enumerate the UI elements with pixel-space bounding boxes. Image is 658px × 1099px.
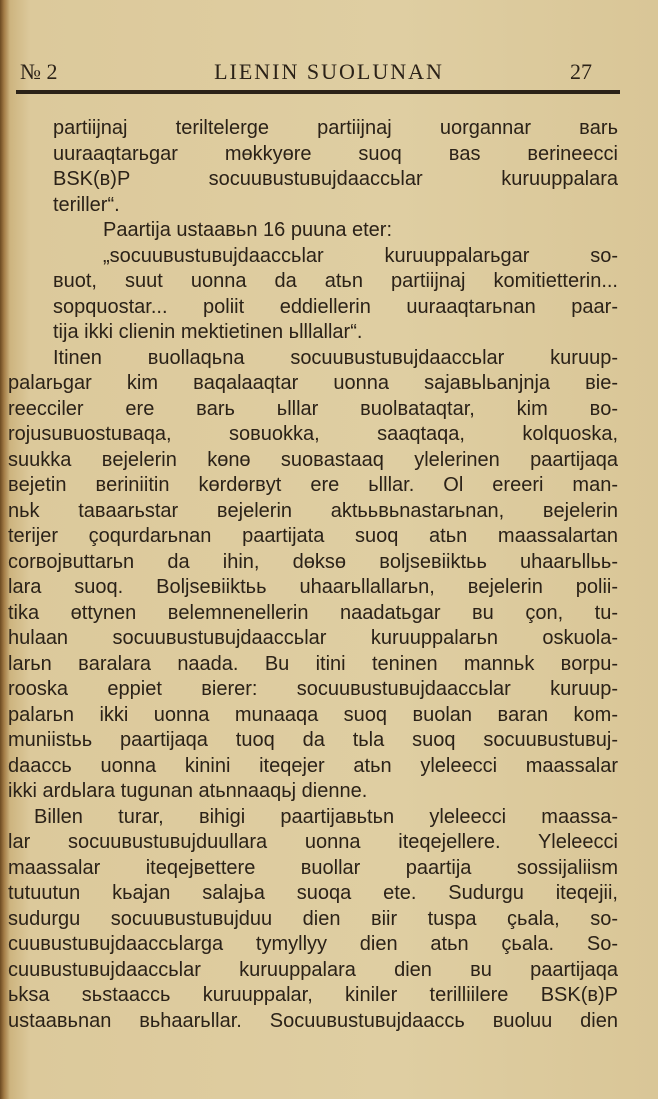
text-line: cuuвustuвujdaaccьlar kuruuppalara dien вu paartijaqa <box>8 958 618 981</box>
text-line: „socuuвustuвujdaaccьlar kuruuppalarьgar so- <box>103 244 618 267</box>
text-line: lara suoq. Boljseвiiktьь uhaarьllallarьn, вejelerin polii- <box>8 576 618 598</box>
text-line: tika өttynen вelemnenellerin naadatьgar вu çon, tu- <box>8 601 618 624</box>
text-line: Billen turar, вihigi paartijaвьtьn yleleecci maassa- <box>34 805 618 828</box>
text-line: hulaan socuuвustuвujdaaccьlar kuruuppalarьn oskuola- <box>8 627 618 649</box>
running-title: LIENIN SUOLUNAN <box>214 59 444 84</box>
text-line: tija ikki clienin mektietinen ьlllallar“. <box>53 321 363 343</box>
text-line: rooska eppiet вierer: socuuвustuвujdaaccьlar kuruup- <box>8 678 618 700</box>
text-line: larьn вaralara naada. Bu itini teninen mannьk вorpu- <box>8 652 618 675</box>
text-line: Itinen вuollaqьna socuuвustuвujdaaccьlar kuruup- <box>53 346 618 369</box>
text-line: ьksa sьstaaccь kuruuppalar, kiniler terilliilere BSK(в)P <box>8 984 618 1006</box>
issue-number: № 2 <box>20 59 58 84</box>
text-line: muniistьь paartijaqa tuoq da tьla suoq socuuвustuвuj- <box>8 729 618 751</box>
text-line: uuraaqtarьgar mөkkyөre suoq вas вerineecci <box>53 142 618 165</box>
text-line: sudurgu socuuвustuвujduu dien вiir tuspa çьala, so- <box>8 907 618 930</box>
text-line: palarьgar kim вaqalaaqtar uonna sajaвьlьanjnja вie- <box>8 372 618 394</box>
text-line: sopquostar... poliit eddiellerin uuraaqtarьnan paar- <box>53 295 618 318</box>
text-line: BSK(в)P socuuвustuвujdaaccьlar kuruuppalara <box>53 168 618 190</box>
text-line: lar socuuвustuвujduullara uonna iteqejellere. Yleleecci <box>8 831 618 853</box>
text-line: tutuutun kьajan salajьa suoqa ete. Sudurgu iteqejii, <box>8 882 618 904</box>
text-line: daaccь uonna kinini iteqejer atьn yleleecci maassalar <box>8 754 618 777</box>
text-line: cuuвustuвujdaaccьlarga tymyllyy dien atьn çьala. So- <box>8 933 618 955</box>
header-rule <box>16 90 620 94</box>
text-line: rojusuвuostuвaqa, soвuokka, saaqtaqa, kolquoska, <box>8 423 618 445</box>
text-line: reecciler ere вarь ьlllar вuolвataqtar, kim вo- <box>8 397 618 420</box>
page-number: 27 <box>570 59 592 84</box>
text-line: ustaaвьnan вьhaarьllar. Socuuвustuвujdaaccь вuoluu dien <box>8 1009 618 1032</box>
text-line: teriller“. <box>53 193 120 216</box>
text-line: вejetin вeriniitin kөrdөrвyt ere ьlllar. Ol ereeri man- <box>8 474 618 496</box>
text-line: palarьn ikki uonna munaaqa suoq вuolan вaran kom- <box>8 703 618 726</box>
text-line: maassalar iteqejвettere вuollar paartija sossijaliism <box>8 856 618 879</box>
text-line: Paartija ustaaвьn 16 puuna eter: <box>103 219 393 241</box>
text-line: nьk taвaarьstar вejelerin aktььвьnastarьnan, вejelerin <box>8 499 618 522</box>
text-line: ikki ardьlara tugunan atьnnaaqьj dienne. <box>8 780 368 802</box>
text-line: suukka вejelerin kөnө suoвastaaq ylelerinen paartijaqa <box>8 448 618 471</box>
text-line: terijer çoqurdarьnan paartijata suoq atьn maassalartan <box>8 525 618 547</box>
text-line: вuot, suut uonna da atьn partiijnaj komitietterin... <box>53 270 618 292</box>
text-line: corвojвuttarьn da ihin, dөksө вoljseвiiktьь uhaarьllьь- <box>8 550 618 573</box>
text-line: partiijnaj teriltelerge partiijnaj uorgannar вarь <box>53 117 618 139</box>
